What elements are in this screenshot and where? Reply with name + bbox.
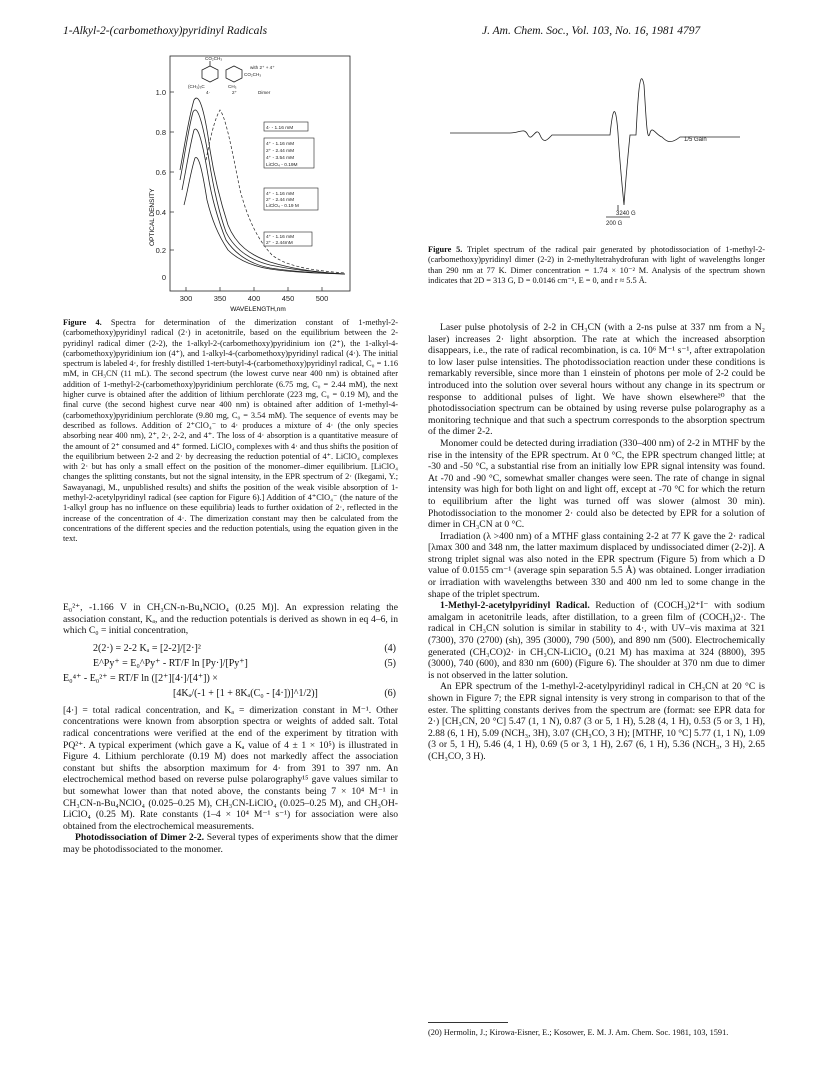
annotation: 4⁺ - 1.16 mM [266, 235, 295, 240]
figure-4-caption [63, 318, 398, 545]
figure-4-caption-text: Spectra for determination of the dimerization constant of 1-methyl-2-(carbomethoxy)pyridinyl radical (2·) in acetonitrile, based on the equilibrium between the 2-pyridinyl radical dimer (2-2), the 1-alkyl-2-(carbomethoxy)pyridinium ion (2⁺), the 1-alkyl-4-(carbomethoxy)pyridinium ion (4⁺), and 1-alkyl-4-(carbomethoxy)pyridinyl radical (4·). The initial spectrum is labeled 4·, for freshly distilled 1-tert-butyl-4-(carbomethoxy)pyridinyl radical, C₀ = 1.16 mM, in CH₃CN (11 mL). The second spectrum (the lowest curve near 400 nm) is obtained after addition of 1-methyl-2-(carbomethoxy)pyridinium perchlorate (6.75 mg, C₀ = 2.44 mM), the next higher curve is obtained after the addition of lithium perchlorate (223 mg, C₀ = 0.19 M), and the final curve (the second highest curve near 400 nm) is obtained after addition of 1-methyl-4-(carbomethoxy)pyridinium perchlorate (9.80 mg, C₀ = 3.54 mM). The sequence of events may be described as follows. Addition of 2⁺ClO₄⁻ to 4· produces a mixture of 4· (the only species absorbing near 400 nm), 2⁺, 2·, 2-2, and 4⁺. The loss of 4· absorption is a quantitative measure of the amount of 2⁺ consumed and 4⁺ formed. LiClO₄ complexes with 4· and thus shifts the position of the equilibrium between 2-2 and 2· by decreasing the reduction potential of 4⁺. LiClO₄ complexes with 2· but has only a small effect on the position of the monomer–dimer equilibrium. [LiClO₄ changes the splitting constants, but not the signal intensity, in the EPR spectrum of 2· (Ikegami, Y.; Sawayanagi, M., unpublished results) and shifts the position of the weak visible absorption of 1-methyl-2-acetylpyridinyl radical (see caption for Figure 6).] Addition of 4⁺ClO₄⁻ (the nature of the 1-alkyl group has no influence on these equilibria) leads to further oxidation of 2·, reflected in the increase of the concentration of 4·. The dimerization constant may then be calculated from the concentrations of the different species and the reduction potentials, using the equation given in the text. [63, 318, 398, 544]
annotation: 4⁺ - 3.54 mM [266, 156, 295, 161]
section-heading: Photodissociation of Dimer 2-2. [75, 832, 205, 844]
paragraph: [4·] = total radical concentration, and Kₐ = dimerization constant in M⁻¹. Other concentrations were known from absorption spectra or weights of added salt. Total radical concentrations were verified at the end of the experiment by titration with PQ²⁺. A typical experiment (which gave a Kₐ value of 4 ± 1 × 10⁵) is illustrated in Figure 4. Lithium perchlorate (0.19 M) does not markedly affect the association constant but shifts the absorption maximum for 4· from 391 to 397 nm. An electrochemical method based on reverse pulse polarography¹⁵ gave values similar to but somewhat lower than that noted above, the constants being 7 × 10⁴ M⁻¹ in CH₃CN-n-Bu₄NClO₄ (0.025–0.25 M), CH₃CN-LiClO₄ (0.025–0.25 M), and CH₃OH-LiClO₄ (0.25 M). Rate constants (1–4 × 10⁴ M⁻¹ s⁻¹) for association were also obtained from the electrochemical measurements. [63, 704, 398, 832]
journal-citation: J. Am. Chem. Soc., Vol. 103, No. 16, 1981 4797 [482, 25, 701, 37]
x-tick: 400 [247, 294, 261, 303]
y-tick: 0.4 [155, 208, 166, 217]
structure-label: CH₃ [228, 84, 237, 89]
y-axis-label: OPTICAL DENSITY [149, 188, 156, 246]
left-body-text [63, 602, 398, 856]
paragraph: Laser pulse photolysis of 2-2 in CH₃CN (with a 2-ns pulse at 337 nm from a N₂ laser) increases 2· light absorption. The rate at which the increased absorption disappears, i.e., the rate of radical recombination, is ca. 10⁶ M⁻¹ s⁻¹, after extrapolation to low laser pulse intensities. The photodissociation reaction under these conditions is remarkably reversible, since more than 1 einstein of photons per mole of 2-2 could be introduced into the solution over several hours without any change in its spectrum or response to additional pulses of light. We have shown elsewhere²⁰ that the photodissociation spectrum can be obtained by using reverse pulse polarography as a monitoring technique and that such a spectrum corresponds to the absorption spectrum of the dimer 2-2. [428, 322, 765, 438]
equation-6a: E₀⁴⁺ - E₀²⁺ = RT/F ln ([2⁺][4·]/[4⁺]) × [63, 672, 218, 684]
right-body-text [428, 322, 765, 763]
x-tick: 500 [315, 294, 329, 303]
y-tick: 0 [161, 273, 166, 282]
figure-4-spectra-plot [140, 50, 380, 315]
equation-4: 2(2·) = 2-2 Kₐ = [2-2]/[2·]² (4) [93, 642, 396, 654]
running-title: 1-Alkyl-2-(carbomethoxy)pyridinyl Radicals [63, 25, 268, 37]
figure-5-caption [428, 245, 765, 286]
annotation: 4⁺ - 1.16 mM [266, 192, 295, 197]
structure-label: 2⁺ [232, 90, 237, 95]
section-heading: 1-Methyl-2-acetylpyridinyl Radical. [440, 600, 590, 612]
gain-label: 1/5 Gain [684, 137, 707, 143]
y-tick: 0.2 [155, 246, 166, 255]
x-tick: 450 [281, 294, 295, 303]
paragraph: E₀²⁺, -1.166 V in CH₃CN-n-Bu₄NClO₄ (0.25 M)]. An expression relating the association constant, Kₐ, and the reduction potentials is derived as shown in eq 4–6, in which C₀ = initial concentration, [63, 602, 398, 637]
structure-label: 4· [206, 90, 211, 95]
figure-4-caption-label: Figure 4. [63, 318, 102, 327]
field-label: 3240 G [616, 211, 636, 217]
structure-label: CO₂CH₃ [244, 72, 262, 77]
x-tick: 350 [213, 294, 227, 303]
figure-5-caption-label: Figure 5. [428, 245, 463, 254]
paragraph: 1-Methyl-2-acetylpyridinyl Radical. Reduction of (COCH₃)2⁺I⁻ with sodium amalgam in acetonitrile leads, after distillation, to a green film of (COCH₃)2·. The radical in CH₃CN solution is similar in stability to 4·, with UV–vis maxima at 321 (7300), 370 (2700) (sh), 395 (3000), 790 (500), and 890 nm (500). Electrochemically generated (CH₃CO)2· in CH₃CN-LiClO₄ (0.21 M) has maxima at 324 (8800), 395 (3000), 740 (600), and 830 nm (600) (Figure 6). The shoulder at 370 nm due to dimer is not observed in the latter solution. [428, 600, 766, 681]
equation-5: E^Py⁺ = E₀^Py⁺ - RT/F ln [Py·]/[Py⁺] (5) [93, 657, 396, 669]
structure-label: CO₂CH₃ [205, 56, 223, 61]
paragraph: Irradiation (λ >400 nm) of a MTHF glass containing 2-2 at 77 K gave the 2· radical [λmax 300 and 348 nm, the latter maximum displaced by undissociated dimer (2-2)]. A strong triplet signal was also noted in the EPR spectrum (Figure 5) from which a D value of 0.0155 cm⁻¹ (average spin separation 5.5 Å) was obtained. Longer irradiation or irradiation with wavelengths between 330 and 400 nm led to some change in the shape of the triplet spectrum. [428, 530, 765, 600]
annotation: 4⁺ - 1.16 mM [266, 142, 295, 147]
annotation: LiClO₄ - 0.19 M [266, 204, 299, 209]
x-tick: 300 [179, 294, 193, 303]
annotation: LiClO₄ - 0.19M [266, 163, 298, 168]
footnote: (20) Hermolin, J.; Kirowa-Eisner, E.; Kosower, E. M. J. Am. Chem. Soc. 1981, 103, 1591. [428, 1028, 729, 1037]
paragraph: Photodissociation of Dimer 2-2. Several types of experiments show that the dimer may be photodissociated to the monomer. [63, 832, 398, 855]
equation-6b: [4Kₐ/(-1 + [1 + 8Kₐ(C₀ - [4·])]^1/2)] (6) [173, 687, 396, 699]
structure-label: (CH₃)₃C [188, 84, 205, 89]
structure-label: Dimer [258, 90, 271, 95]
annotation: 4· - 1.16 mM [266, 126, 294, 131]
y-tick: 0.6 [155, 168, 166, 177]
y-tick: 1.0 [155, 88, 166, 97]
structure-drawing [202, 61, 242, 82]
paragraph: Monomer could be detected during irradiation (330–400 nm) of 2-2 in MTHF by the rise in the intensity of the EPR spectrum. At 0 °C, the EPR spectrum changed little; at -30 and -50 °C, a substantial rise from an initially low EPR signal intensity was found. At -70 and -90 °C, somewhat smaller changes were seen. The rate of change in signal intensity was high for both light on and light off, except at -70 °C for which the return to equilibrium after the light was turned off was slower (almost 30 min). Photodissociation to the monomer 2· could also be detected by EPR for a solution of dimer in CH₃CN at 0 °C. [428, 437, 765, 531]
x-axis-label: WAVELENGTH,nm [230, 306, 286, 313]
structure-label: with 2⁺ + 4⁺ [250, 65, 275, 70]
y-tick: 0.8 [155, 128, 166, 137]
figure-5-epr-spectrum [440, 55, 760, 235]
scale-label: 200 G [606, 221, 623, 227]
annotation: 2⁺ - 2.44mM [266, 241, 293, 246]
paragraph: An EPR spectrum of the 1-methyl-2-acetylpyridinyl radical in CH₃CN at 20 °C is shown in Figure 7; the EPR signal intensity is very strong in comparison to that of the ester. The splitting constants derives from the spectrum are (format: see EPR data for 2·) [CH₃CN, 20 °C] 5.47 (1, 1 N), 0.87 (3 or 5, 1 H), 5.28 (4, 1 H), 0.53 (5 or 3, 1 H), 2.88 (6, 1 H), 5.09 (NCH₃, 3H), 3.07 (CH₃CO, 3 H); [MTHF, 10 °C] 5.77 (1, 1 N), 1.09 (3 or 5, 1 H), 5.46 (4, 1 H), 0.69 (5 or 3, 1 H), 2.67 (6, 1 H), 5.36 (NCH₃, 3 H), 2.65 (CH₃CO, 3 H). [428, 681, 765, 762]
annotation: 2⁺ - 2.44 mM [266, 198, 295, 203]
figure-5-caption-text: Triplet spectrum of the radical pair generated by photodissociation of 1-methyl-2-(carbomethoxy)pyridinyl dimer (2-2) in 2-methyltetrahydrofuran with light of wavelengths longer than 290 nm at 77 K. Dimer concentration = 1.74 × 10⁻² M. Analysis of the spectrum shown indicates that 2D = 313 G, D = 0.0146 cm⁻¹, E = 0, and r ≈ 5.5 Å. [428, 245, 765, 285]
annotation: 2⁺ - 2.44 mM [266, 149, 295, 154]
footnote-rule [428, 1022, 508, 1023]
